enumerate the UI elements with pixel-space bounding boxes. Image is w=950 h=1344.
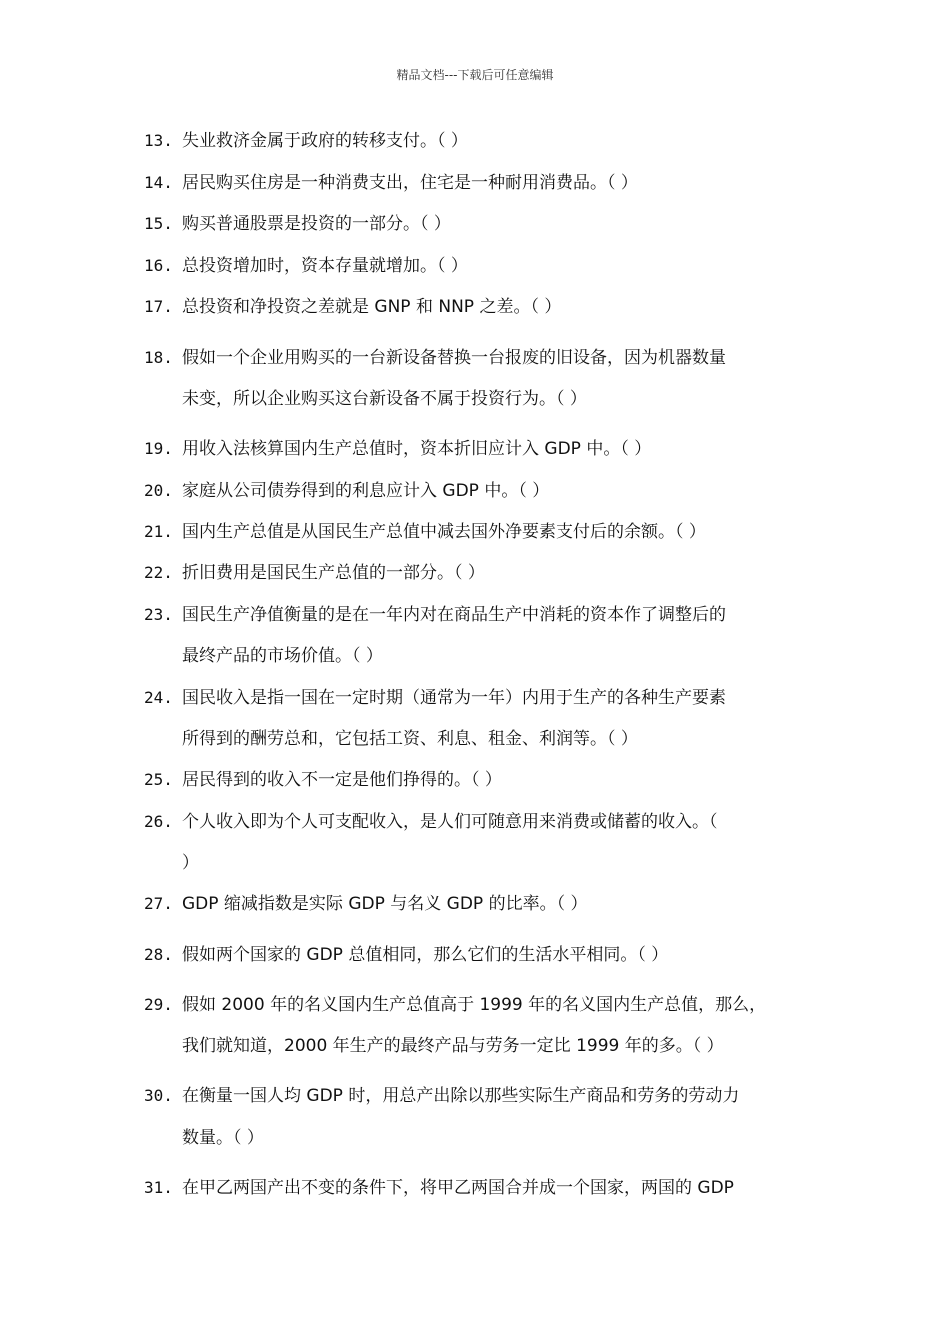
question-number: 19. [144,439,173,458]
question-number: 25. [144,770,173,789]
question-25 [144,765,824,790]
question-26 [144,807,824,832]
question-number: 27. [144,894,173,913]
page-header: 精品文档---下载后可任意编辑 [396,68,554,82]
question-17 [144,292,824,317]
question-13 [144,126,824,151]
question-text: 国民生产净值衡量的是在一年内对在商品生产中消耗的资本作了调整后的 [182,605,726,625]
question-23 [144,600,824,625]
question-24 [144,683,824,708]
question-text: 居民购买住房是一种消费支出，住宅是一种耐用消费品。（ ） [182,173,638,193]
question-28 [144,940,824,965]
question-18-continuation: 未变，所以企业购买这台新设备不属于投资行为。（ ） [182,389,587,409]
question-text: GDP 缩减指数是实际 GDP 与名义 GDP 的比率。（ ） [182,894,588,914]
question-number: 13. [144,131,173,150]
question-number: 31. [144,1178,173,1197]
question-number: 22. [144,563,173,582]
question-number: 16. [144,256,173,275]
question-27 [144,889,824,914]
question-30-continuation: 数量。（ ） [182,1128,264,1148]
question-21 [144,517,824,542]
question-18 [144,343,824,368]
question-text: 假如 2000 年的名义国内生产总值高于 1999 年的名义国内生产总值，那么， [182,995,767,1015]
question-29-continuation: 我们就知道，2000 年生产的最终产品与劳务一定比 1999 年的多。（ ） [182,1036,724,1056]
question-number: 23. [144,605,173,624]
question-text: 假如两个国家的 GDP 总值相同，那么它们的生活水平相同。（ ） [182,945,669,965]
question-20 [144,476,824,501]
question-text: 国民收入是指一国在一定时期（通常为一年）内用于生产的各种生产要素 [182,688,726,708]
question-24-continuation: 所得到的酬劳总和，它包括工资、利息、租金、利润等。（ ） [182,729,638,749]
question-29 [144,990,824,1015]
question-text: 折旧费用是国民生产总值的一部分。（ ） [182,563,485,583]
question-text: 个人收入即为个人可支配收入，是人们可随意用来消费或储蓄的收入。（ [182,812,718,832]
question-text: 总投资增加时，资本存量就增加。（ ） [182,256,468,276]
question-number: 20. [144,481,173,500]
question-26-continuation: ） [182,853,199,873]
question-30 [144,1081,824,1106]
question-number: 15. [144,214,173,233]
question-text: 假如一个企业用购买的一台新设备替换一台报废的旧设备，因为机器数量 [182,348,726,368]
question-22 [144,558,824,583]
question-text: 家庭从公司债券得到的利息应计入 GDP 中。（ ） [182,481,550,501]
question-text: 国内生产总值是从国民生产总值中减去国外净要素支付后的余额。（ ） [182,522,706,542]
question-number: 26. [144,812,173,831]
question-number: 14. [144,173,173,192]
question-text: 失业救济金属于政府的转移支付。（ ） [182,131,468,151]
question-15 [144,209,824,234]
question-number: 18. [144,348,173,367]
question-text: 在甲乙两国产出不变的条件下，将甲乙两国合并成一个国家，两国的 GDP [182,1178,734,1198]
question-text: 购买普通股票是投资的一部分。（ ） [182,214,451,234]
question-19 [144,434,824,459]
question-number: 17. [144,297,173,316]
question-14 [144,168,824,193]
question-text: 在衡量一国人均 GDP 时，用总产出除以那些实际生产商品和劳务的劳动力 [182,1086,740,1106]
question-16 [144,251,824,276]
question-number: 24. [144,688,173,707]
question-text: 用收入法核算国内生产总值时，资本折旧应计入 GDP 中。（ ） [182,439,652,459]
question-number: 29. [144,995,173,1014]
question-23-continuation: 最终产品的市场价值。（ ） [182,646,383,666]
question-number: 21. [144,522,173,541]
question-31 [144,1173,824,1198]
question-number: 30. [144,1086,173,1105]
question-number: 28. [144,945,173,964]
question-text: 总投资和净投资之差就是 GNP 和 NNP 之差。（ ） [182,297,562,317]
question-text: 居民得到的收入不一定是他们挣得的。（ ） [182,770,502,790]
